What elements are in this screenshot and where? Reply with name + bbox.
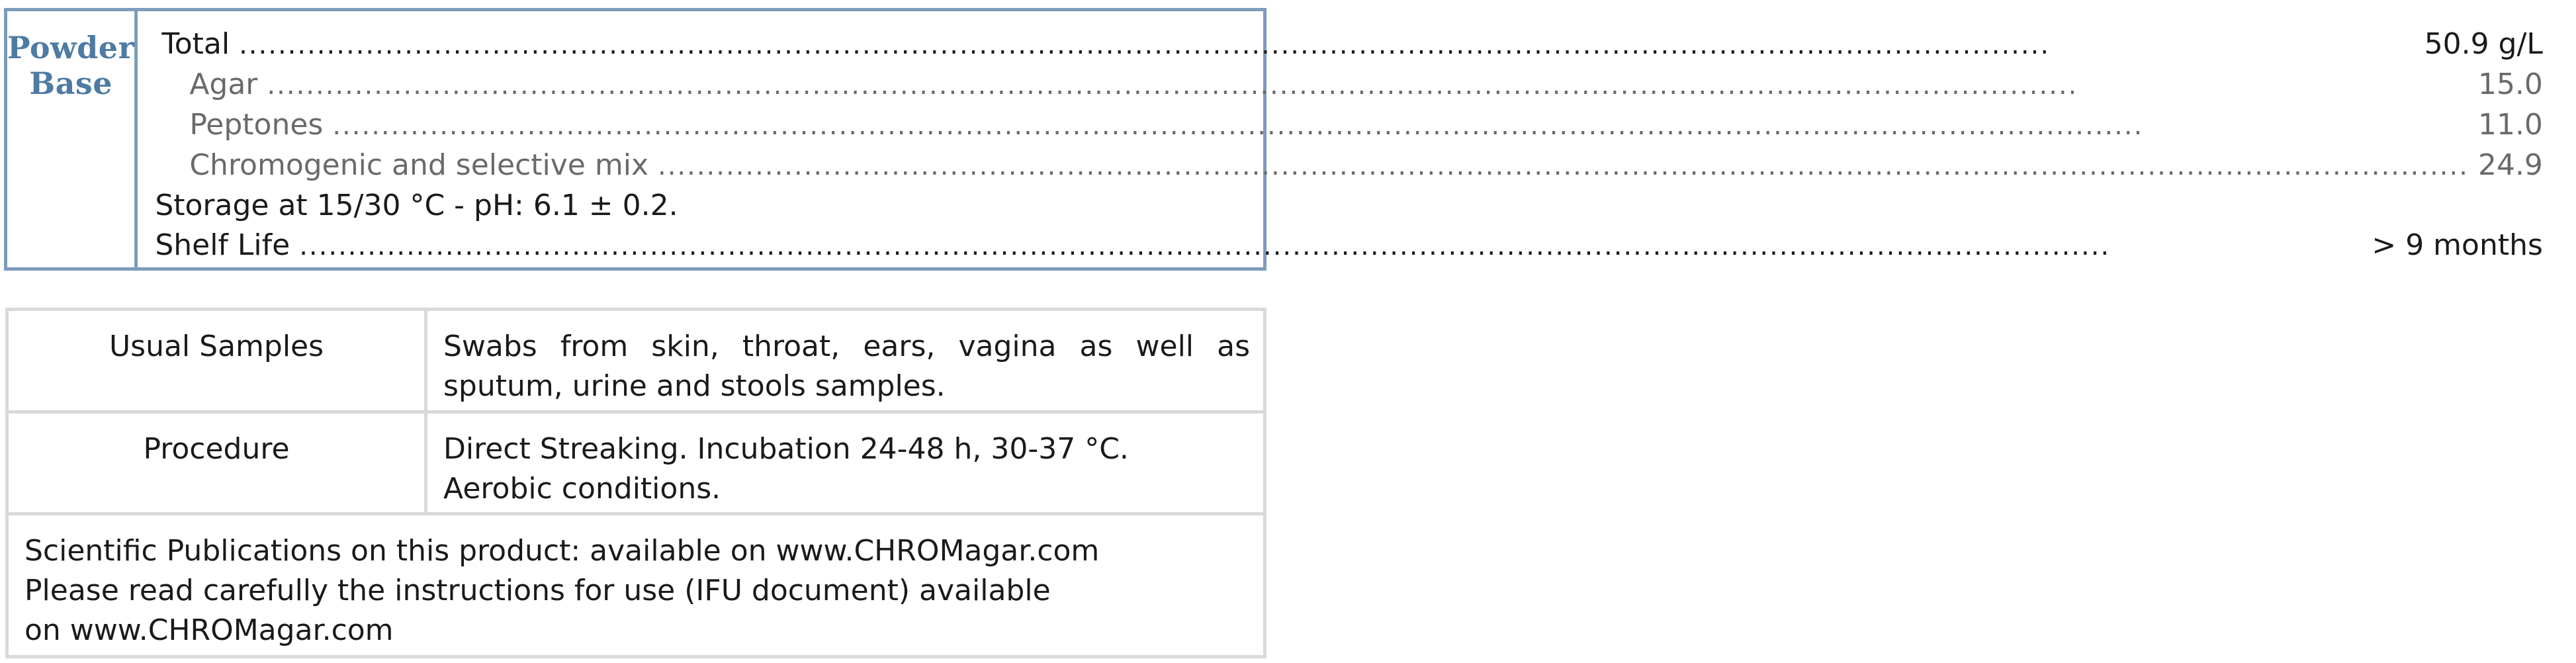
dot-leader: .......................................................................................................................................................................................... [657,151,2469,181]
dot-leader: .......................................................................................................................................................................................... [267,70,2078,101]
shelf-life-row [155,226,2543,266]
total-row [161,24,2543,65]
powder-base-header-cell [7,11,138,267]
publications-note [9,515,1263,650]
component-value: 15.0 [2477,67,2543,101]
dot-leader: .......................................................................................................................................................................................... [299,231,2111,261]
total-label: Total [161,27,230,61]
usage-info-table [5,308,1266,658]
component-row-peptones [189,105,2543,146]
footer-line: Scientific Publications on this product: available on www.CHROMagar.com [24,534,1100,568]
footer-line: Please read carefully the instructions for use (IFU document) available [24,574,1051,607]
component-value: 11.0 [2477,108,2543,142]
dot-leader: .......................................................................................................................................................................................... [332,111,2144,141]
powder-base-composition [138,11,2576,267]
total-value: 50.9 g/L [2424,27,2543,61]
component-value: 24.9 [2477,148,2543,182]
procedure-label: Procedure [9,414,427,512]
procedure-value [427,414,1263,512]
dot-leader: .......................................................................................................................................................................................... [239,30,2051,60]
procedure-row [9,414,1263,515]
component-label: Peptones [189,108,324,142]
procedure-line: Aerobic conditions. [443,472,721,506]
storage-text: Storage at 15/30 °C - pH: 6.1 ± 0.2. [155,189,678,222]
shelf-life-value: > 9 months [2372,228,2543,262]
powder-base-table [4,8,2543,271]
usual-samples-value: Swabs from skin, throat, ears, vagina as well as sputum, urine and stools samples. [443,330,1250,403]
usual-samples-row [9,311,1263,414]
component-label: Chromogenic and selective mix [189,148,648,182]
component-row-chromogenic-mix [189,146,2543,186]
component-label: Agar [189,67,258,101]
procedure-line: Direct Streaking. Incubation 24-48 h, 30-37 °C. [443,432,1129,466]
shelf-life-label: Shelf Life [155,228,290,262]
powder-base-title: Powder Base [7,30,135,101]
usual-samples-label: Usual Samples [9,311,427,410]
footer-line: on www.CHROMagar.com [24,613,394,647]
component-row-agar [189,65,2543,105]
